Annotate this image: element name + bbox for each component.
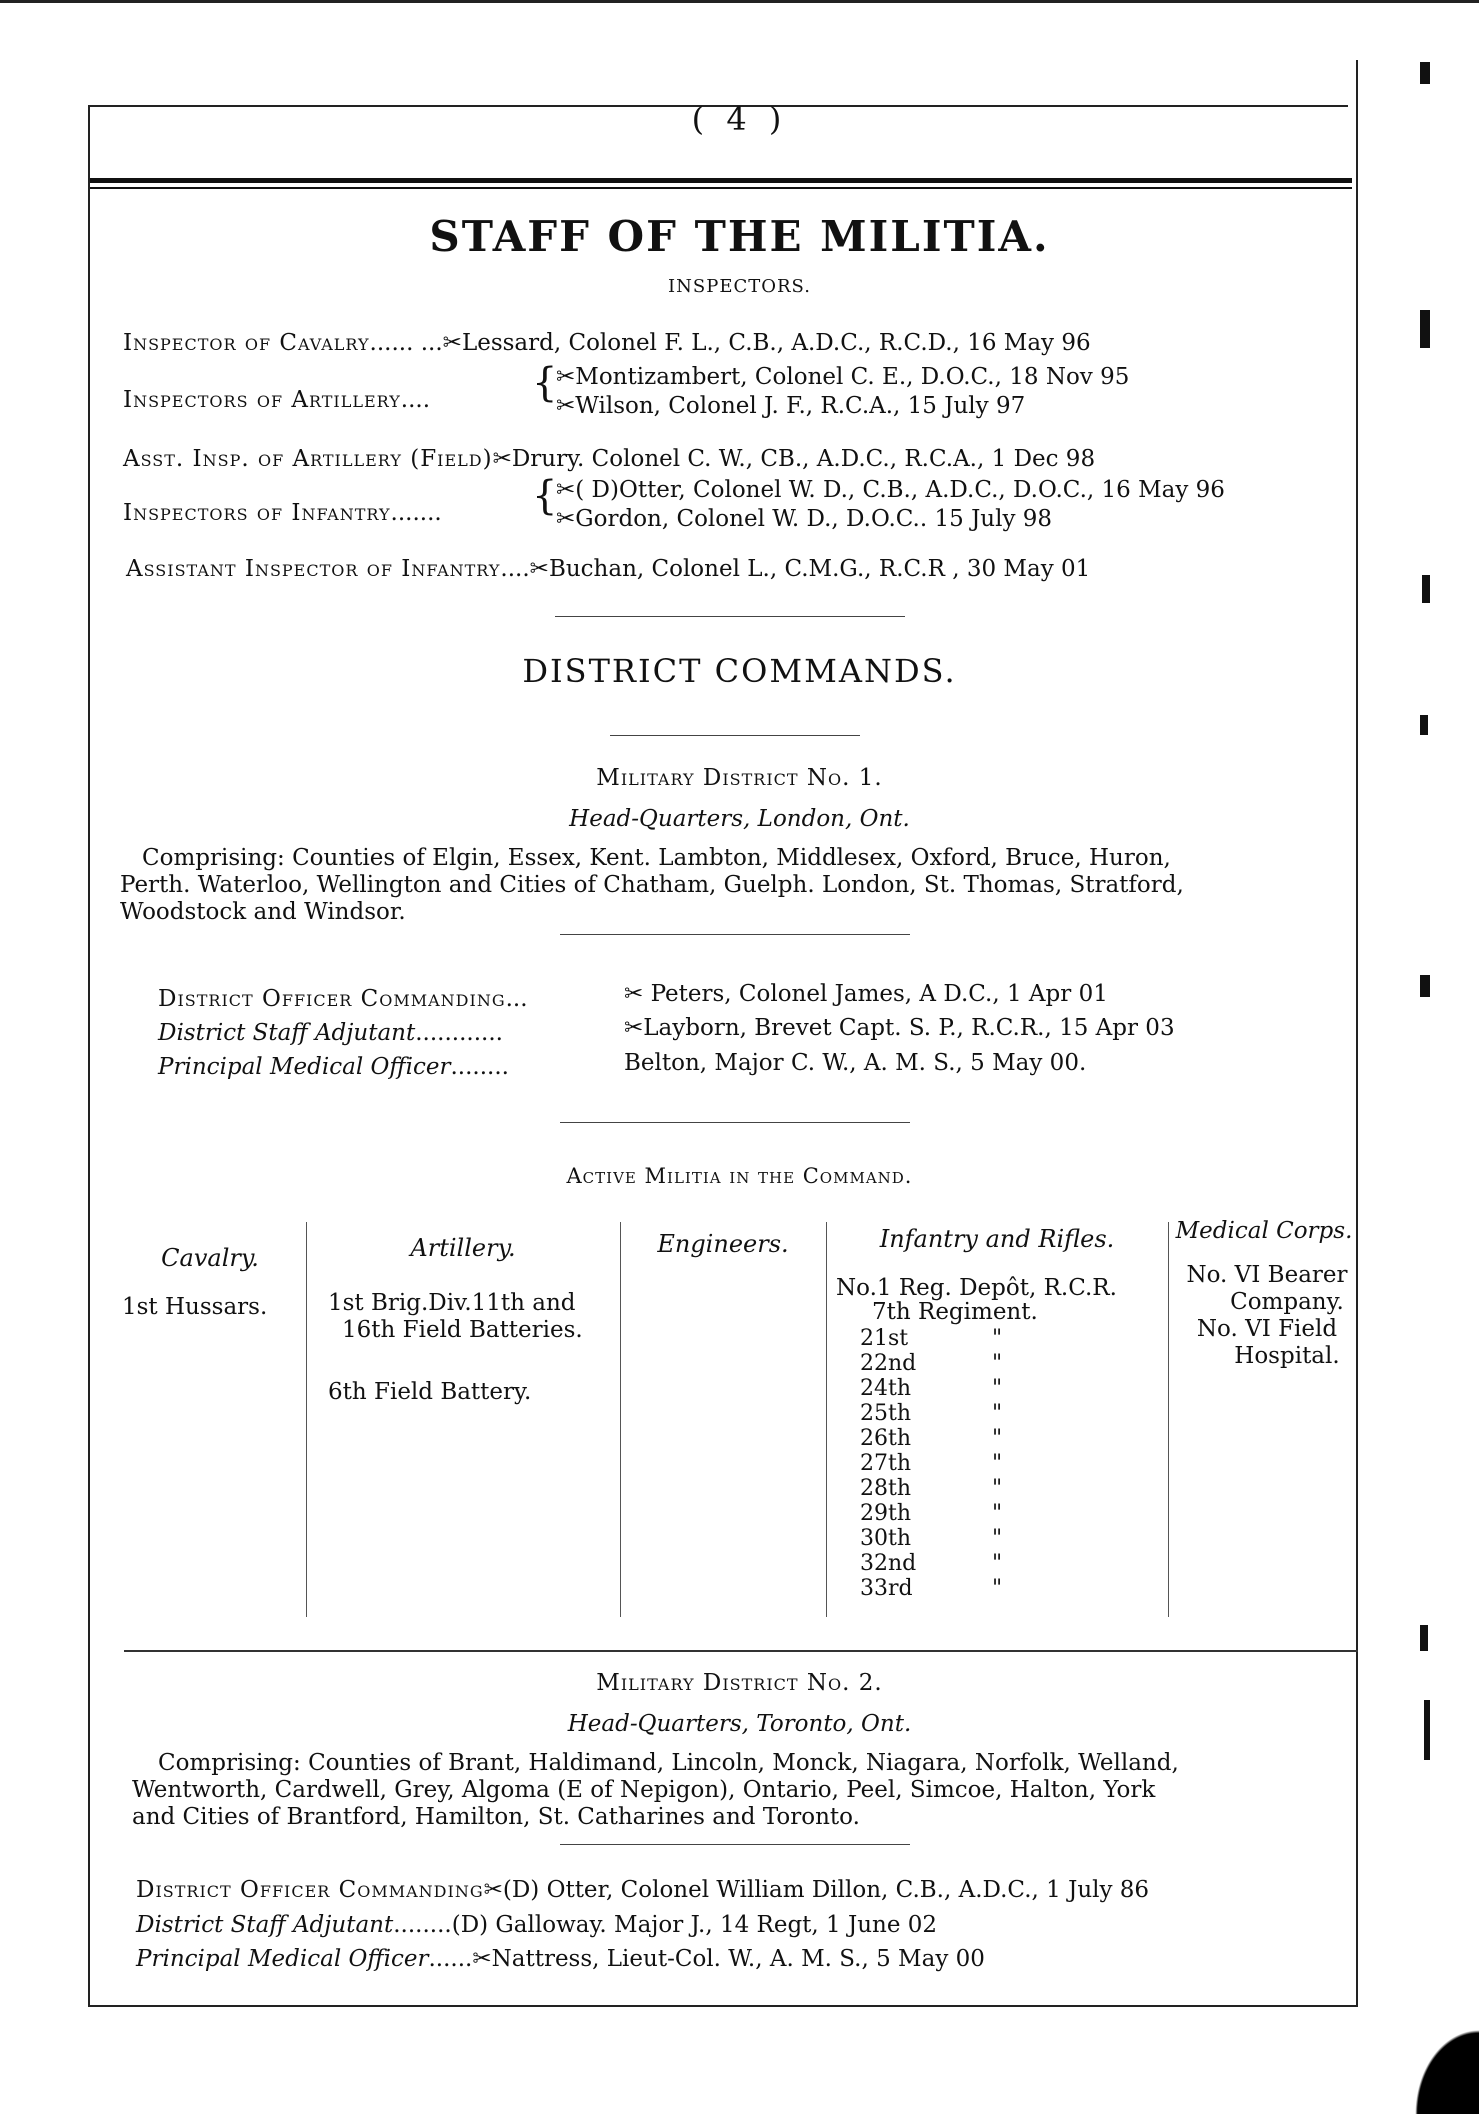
ditto-mark: " (992, 1351, 1003, 1376)
md1-officer-adjutant (158, 1020, 503, 1046)
ditto-mark: " (992, 1326, 1003, 1351)
md2-headquarters: Head-Quarters, Toronto, Ont. (567, 1711, 912, 1737)
col-head-infantry: Infantry and Rifles. (879, 1225, 1115, 1253)
leader-dots: ...... (428, 1946, 473, 1972)
infantry-regiments (860, 1326, 1002, 1601)
md1-officer-doc (158, 986, 528, 1012)
regiment-number: 32nd (860, 1551, 917, 1576)
md1-comprising (120, 845, 1350, 926)
regiment-number: 27th (860, 1451, 912, 1476)
regiment-row (860, 1376, 1002, 1401)
inspector-label: Assistant Inspector of Infantry (126, 556, 501, 582)
ditto-mark: " (992, 1576, 1003, 1601)
artillery-line: 1st Brig.Div.11th and (328, 1290, 576, 1316)
margin-mark (1420, 62, 1430, 84)
cavalry-unit: 1st Hussars. (122, 1294, 268, 1320)
officer-label: District Staff Adjutant (158, 1020, 416, 1046)
regiment-number: 33rd (860, 1576, 913, 1601)
artillery-line (328, 1344, 583, 1371)
officer-value: ✂Nattress, Lieut-Col. W., A. M. S., 5 May 00 (472, 1946, 985, 1972)
leader-dots: ....... (390, 500, 442, 526)
inspector-entry: ✂Buchan, Colonel L., C.M.G., R.C.R , 30 May 01 (529, 556, 1091, 582)
brace-icon: { (532, 473, 558, 519)
col-head-engineers: Engineers. (657, 1230, 789, 1258)
regiment-number: 22nd (860, 1351, 917, 1376)
md2-officer-doc (136, 1877, 1149, 1903)
artillery-units (328, 1290, 583, 1406)
infantry-first: No.1 Reg. Depôt, R.C.R. (836, 1275, 1117, 1301)
officer-label: District Officer Commanding (158, 986, 506, 1012)
section-divider (560, 1844, 910, 1845)
col-head-artillery: Artillery. (410, 1234, 516, 1262)
ditto-mark: " (992, 1401, 1003, 1426)
leader-dots: .... (500, 556, 530, 582)
margin-mark (1422, 575, 1430, 603)
regiment-row (860, 1351, 1002, 1376)
artillery-line: 6th Field Battery. (328, 1379, 532, 1405)
inspector-entry: ✂Wilson, Colonel J. F., R.C.A., 15 July 97 (556, 393, 1026, 419)
margin-mark (1420, 975, 1430, 997)
md1-headquarters: Head-Quarters, London, Ont. (569, 806, 910, 832)
inspector-label: Inspectors of Artillery (123, 387, 401, 413)
inspector-entry: ✂Gordon, Colonel W. D., D.O.C.. 15 July 98 (556, 506, 1053, 532)
artillery-line: 16th Field Batteries. (342, 1317, 583, 1343)
ditto-mark: " (992, 1551, 1003, 1576)
regiment-number: 21st (860, 1326, 909, 1351)
margin-mark (1420, 715, 1428, 735)
medical-line: No. VI Field (1196, 1316, 1338, 1342)
inspector-entry: ✂( D)Otter, Colonel W. D., C.B., A.D.C., D.O.C., 16 May 96 (556, 477, 1225, 503)
page-title: STAFF OF THE MILITIA. (429, 212, 1050, 261)
column-divider (1168, 1222, 1169, 1617)
medical-line: Hospital. (1234, 1343, 1340, 1369)
comprising-line: Comprising: Counties of Brant, Haldimand, Lincoln, Monck, Niagara, Norfolk, Welland, (158, 1750, 1179, 1776)
md2-officer-medical (136, 1946, 985, 1972)
regiment-row (860, 1576, 1002, 1601)
inspector-row-asst-infantry (126, 556, 1090, 582)
margin-mark (1420, 1625, 1428, 1651)
officer-value: (D) Galloway. Major J., 14 Regt, 1 June 02 (451, 1912, 938, 1938)
leader-dots: ... (505, 986, 528, 1012)
col-head-cavalry: Cavalry. (161, 1244, 259, 1272)
infantry-second: 7th Regiment. (872, 1299, 1038, 1325)
md1-officer-medical (158, 1054, 509, 1080)
column-divider (826, 1222, 827, 1617)
comprising-line: Perth. Waterloo, Wellington and Cities of Chatham, Guelph. London, St. Thomas, Stratford, (120, 872, 1184, 898)
regiment-number: 28th (860, 1476, 912, 1501)
officer-value: Belton, Major C. W., A. M. S., 5 May 00. (624, 1050, 1087, 1076)
regiment-row (860, 1451, 1002, 1476)
officer-label: Principal Medical Officer (136, 1946, 429, 1972)
comprising-line: Wentworth, Cardwell, Grey, Algoma (E of Nepigon), Ontario, Peel, Simcoe, Halton, York (132, 1777, 1156, 1803)
officer-label: Principal Medical Officer (158, 1054, 451, 1080)
leader-dots: ...... ... (369, 330, 443, 356)
header-thick-rule (90, 178, 1352, 183)
ditto-mark: " (992, 1426, 1003, 1451)
regiment-number: 26th (860, 1426, 912, 1451)
comprising-line: and Cities of Brantford, Hamilton, St. Catharines and Toronto. (132, 1804, 860, 1830)
officer-label: District Officer Commanding (136, 1877, 484, 1903)
medical-line: Company. (1230, 1289, 1344, 1315)
corner-shadow (1400, 2010, 1479, 2114)
column-divider (620, 1222, 621, 1617)
md1-title: Military District No. 1. (596, 765, 883, 791)
regiment-number: 29th (860, 1501, 912, 1526)
comprising-line: Comprising: Counties of Elgin, Essex, Kent. Lambton, Middlesex, Oxford, Bruce, Huron, (142, 845, 1171, 871)
leader-dots: ........ (393, 1912, 452, 1938)
regiment-number: 24th (860, 1376, 912, 1401)
regiment-row (860, 1326, 1002, 1351)
page-top-border (0, 0, 1479, 3)
ditto-mark: " (992, 1501, 1003, 1526)
regiment-number: 25th (860, 1401, 912, 1426)
medical-units (1182, 1262, 1352, 1370)
margin-mark (1420, 310, 1430, 348)
inspector-row-artillery-label (123, 387, 430, 413)
ditto-mark: " (992, 1476, 1003, 1501)
medical-line: No. VI Bearer (1186, 1262, 1348, 1288)
section-divider (555, 616, 905, 617)
officer-value: ✂(D) Otter, Colonel William Dillon, C.B., A.D.C., 1 July 86 (483, 1877, 1150, 1903)
regiment-row (860, 1551, 1002, 1576)
comprising-line: Woodstock and Windsor. (120, 899, 406, 925)
inspector-entry: ✂Drury. Colonel C. W., CB., A.D.C., R.C.A., 1 Dec 98 (492, 446, 1096, 472)
md2-comprising (132, 1750, 1352, 1831)
inspector-row-asst-artillery (123, 446, 1095, 472)
header-thin-rule (90, 187, 1352, 189)
ditto-mark: " (992, 1526, 1003, 1551)
page-number: ( 4 ) (691, 100, 788, 138)
inspector-entry: ✂Montizambert, Colonel C. E., D.O.C., 18 Nov 95 (556, 364, 1130, 390)
ditto-mark: " (992, 1376, 1003, 1401)
section-divider (560, 934, 910, 935)
leader-dots: ............ (415, 1020, 503, 1046)
inspector-label: Inspectors of Infantry (123, 500, 391, 526)
regiment-row (860, 1426, 1002, 1451)
inspector-row-cavalry (123, 330, 1091, 356)
inspector-row-infantry-label (123, 500, 442, 526)
column-divider (306, 1222, 307, 1617)
officer-value: ✂Layborn, Brevet Capt. S. P., R.C.R., 15 Apr 03 (624, 1015, 1175, 1041)
regiment-row (860, 1526, 1002, 1551)
regiment-row (860, 1501, 1002, 1526)
frame-bottom-line (88, 2005, 1358, 2007)
section-divider (610, 735, 860, 736)
regiment-row (860, 1401, 1002, 1426)
section-divider (560, 1122, 910, 1123)
district-commands-heading: DISTRICT COMMANDS. (522, 652, 957, 690)
inspector-entry: ✂Lessard, Colonel F. L., C.B., A.D.C., R.C.D., 16 May 96 (442, 330, 1091, 356)
md2-title: Military District No. 2. (596, 1670, 883, 1696)
brace-icon: { (532, 360, 558, 406)
ditto-mark: " (992, 1451, 1003, 1476)
col-head-medical: Medical Corps. (1175, 1218, 1353, 1244)
officer-value: ✂ Peters, Colonel James, A D.C., 1 Apr 01 (624, 981, 1108, 1007)
active-militia-heading: Active Militia in the Command. (566, 1164, 913, 1188)
district-separator (124, 1650, 1358, 1652)
inspector-label: Inspector of Cavalry (123, 330, 370, 356)
md2-officer-adjutant (136, 1912, 937, 1938)
inspectors-heading: INSPECTORS. (668, 276, 811, 297)
officer-label: District Staff Adjutant (136, 1912, 394, 1938)
regiment-row (860, 1476, 1002, 1501)
leader-dots: .... (400, 387, 431, 413)
inspector-label: Asst. Insp. of Artillery (Field) (123, 446, 493, 472)
leader-dots: ........ (450, 1054, 509, 1080)
regiment-number: 30th (860, 1526, 912, 1551)
